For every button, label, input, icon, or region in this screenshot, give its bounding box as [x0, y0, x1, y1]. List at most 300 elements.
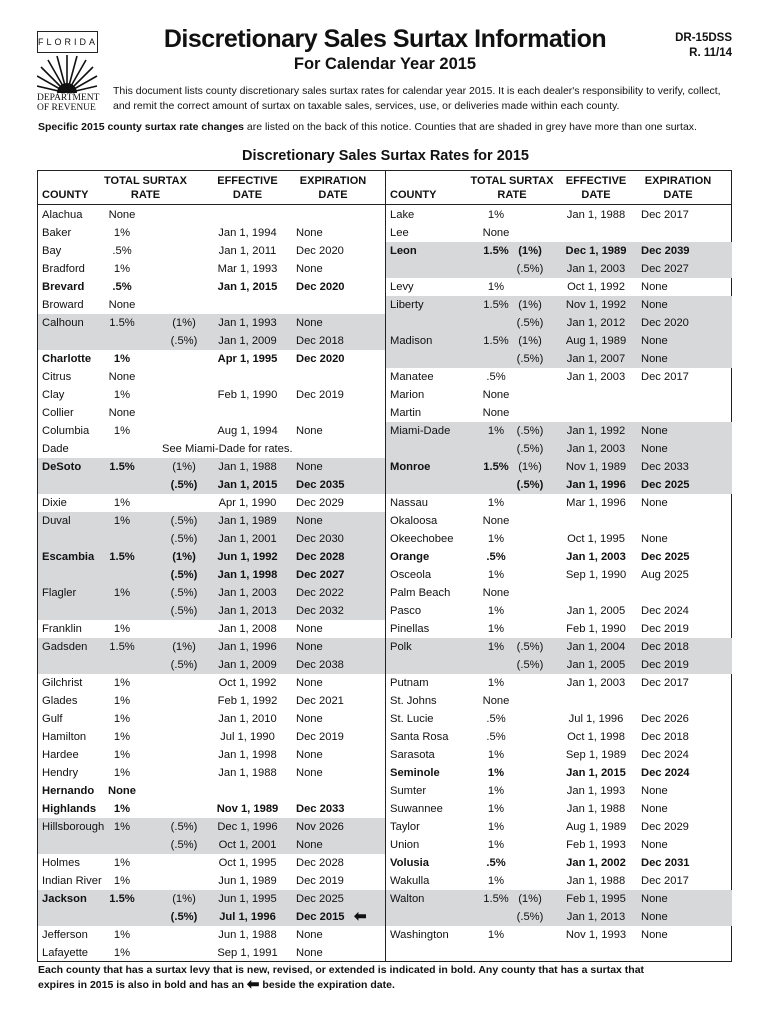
table-row — [38, 224, 385, 242]
total-rate: 1% — [487, 785, 505, 797]
effective-date: Jan 1, 1988 — [566, 803, 626, 815]
expiration-date: None — [296, 947, 323, 959]
expiration-date: None — [296, 929, 323, 941]
left-header-expiration — [290, 174, 376, 202]
table-row — [386, 764, 732, 782]
table-row — [38, 422, 385, 440]
logo-dept-line1: DEPARTMENT — [37, 93, 100, 103]
total-rate: 1% — [113, 677, 131, 689]
total-rate: .5% — [486, 713, 506, 725]
component-rate: (.5%) — [170, 587, 198, 599]
table-row — [386, 584, 732, 602]
effective-date: Jan 1, 2012 — [566, 317, 626, 329]
effective-date: Jan 1, 2003 — [566, 443, 626, 455]
effective-date: Nov 1, 1992 — [565, 299, 627, 311]
effective-date: Jan 1, 2003 — [566, 677, 626, 689]
expiration-date: None — [296, 641, 323, 653]
effective-date: Feb 1, 1993 — [566, 839, 626, 851]
form-id — [675, 31, 732, 61]
component-rate: (.5%) — [516, 353, 544, 365]
county-name: Osceola — [390, 569, 432, 581]
effective-date: Sep 1, 1989 — [565, 749, 627, 761]
effective-date: Jan 1, 1998 — [218, 749, 277, 761]
county-name: Liberty — [390, 299, 424, 311]
county-name: Sumter — [390, 785, 427, 797]
county-name: Pasco — [390, 605, 422, 617]
effective-date: Feb 1, 1990 — [566, 623, 626, 635]
left-header-total-rate-line1: TOTAL SURTAX — [104, 175, 187, 187]
table-row — [386, 530, 732, 548]
effective-date: Jul 1, 1996 — [219, 911, 276, 923]
effective-date: Dec 1, 1989 — [565, 245, 627, 257]
table-row — [38, 512, 385, 530]
table-row — [38, 656, 385, 674]
total-rate: 1% — [487, 497, 505, 509]
table-row — [38, 728, 385, 746]
total-rate: 1% — [113, 947, 131, 959]
left-header-rule — [38, 204, 385, 205]
table-row — [386, 602, 732, 620]
effective-date: Jul 1, 1990 — [220, 731, 275, 743]
effective-date: Aug 1, 1989 — [565, 821, 627, 833]
left-header-effective — [204, 174, 291, 202]
effective-date: Mar 1, 1996 — [566, 497, 626, 509]
effective-date: Jan 1, 1988 — [566, 209, 626, 221]
county-name: Volusia — [390, 857, 429, 869]
expiration-date: None — [296, 677, 323, 689]
right-header-expiration-line2: DATE — [663, 189, 693, 201]
expiration-date: None — [641, 281, 668, 293]
total-rate: 1.5% — [483, 245, 509, 257]
expiration-date: Dec 2025 — [296, 893, 344, 905]
component-rate: (.5%) — [516, 443, 544, 455]
table-row — [38, 296, 385, 314]
right-header-effective-line1: EFFECTIVE — [565, 175, 627, 187]
total-rate: .5% — [112, 245, 132, 257]
effective-date: Oct 1, 1992 — [567, 281, 625, 293]
row-note: See Miami-Dade for rates. — [162, 443, 293, 455]
county-name: DeSoto — [42, 461, 82, 473]
expiration-date: Dec 2020 — [296, 281, 345, 293]
county-name: Sarasota — [390, 749, 435, 761]
effective-date: Feb 1, 1995 — [566, 893, 626, 905]
county-name: Marion — [390, 389, 425, 401]
total-rate: 1% — [113, 515, 131, 527]
county-name: Hernando — [42, 785, 95, 797]
dor-logo — [37, 31, 98, 117]
effective-date: Jan 1, 2013 — [566, 911, 626, 923]
table-row — [386, 548, 732, 566]
expiration-date: None — [296, 623, 323, 635]
expiration-date: Dec 2027 — [641, 263, 689, 275]
expiration-date: None — [296, 461, 323, 473]
expiration-date: Dec 2022 — [296, 587, 344, 599]
total-rate: 1% — [113, 857, 131, 869]
county-name: Hamilton — [42, 731, 87, 743]
component-rate: (1%) — [172, 641, 196, 653]
table-row — [38, 602, 385, 620]
effective-date: Mar 1, 1993 — [217, 263, 278, 275]
table-row — [386, 296, 732, 314]
table-row — [38, 494, 385, 512]
total-rate: 1% — [487, 839, 505, 851]
table-row — [38, 404, 385, 422]
county-name: Highlands — [42, 803, 97, 815]
effective-date: Jan 1, 2005 — [566, 605, 626, 617]
total-rate: 1% — [487, 749, 505, 761]
effective-date: Feb 1, 1990 — [217, 389, 278, 401]
component-rate: (.5%) — [170, 515, 198, 527]
table-row — [386, 566, 732, 584]
total-rate: None — [108, 407, 136, 419]
expiration-date: Dec 2031 — [641, 857, 690, 869]
total-rate: None — [482, 227, 510, 239]
effective-date: Jun 1, 1989 — [218, 875, 277, 887]
table-row — [38, 872, 385, 890]
county-name: Manatee — [390, 371, 434, 383]
component-rate: (.5%) — [516, 641, 544, 653]
effective-date: Jun 1, 1992 — [217, 551, 278, 563]
expiration-date: Dec 2035 — [296, 479, 345, 491]
county-name: Citrus — [42, 371, 72, 383]
effective-date: Jan 1, 2011 — [218, 245, 277, 257]
effective-date: Jun 1, 1988 — [218, 929, 277, 941]
total-rate: 1% — [487, 569, 505, 581]
county-name: St. Johns — [390, 695, 437, 707]
total-rate: None — [482, 695, 510, 707]
county-name: Levy — [390, 281, 414, 293]
effective-date: Jan 1, 1996 — [566, 479, 626, 491]
effective-date: Jan 1, 2003 — [566, 551, 626, 563]
county-name: Pinellas — [390, 623, 430, 635]
left-header-total-rate-line2: RATE — [130, 189, 161, 201]
total-rate: 1% — [487, 929, 505, 941]
effective-date: Dec 1, 1996 — [217, 821, 278, 833]
component-rate: (.5%) — [170, 533, 198, 545]
county-name: Dade — [42, 443, 69, 455]
component-rate: (.5%) — [170, 479, 198, 491]
expiration-date: None — [641, 839, 668, 851]
expiration-date: Dec 2028 — [296, 551, 345, 563]
county-name: Franklin — [42, 623, 82, 635]
county-name: Baker — [42, 227, 72, 239]
table-row — [38, 584, 385, 602]
component-rate: (.5%) — [170, 335, 198, 347]
table-row — [386, 692, 732, 710]
effective-date: Oct 1, 1992 — [218, 677, 277, 689]
table-row — [386, 458, 732, 476]
total-rate: None — [482, 389, 510, 401]
left-header-expiration-line2: DATE — [318, 189, 348, 201]
total-rate: 1% — [113, 767, 131, 779]
expiration-date: Dec 2020 — [641, 317, 689, 329]
table-row — [38, 278, 385, 296]
county-name: Dixie — [42, 497, 67, 509]
effective-date: Sep 1, 1990 — [565, 569, 627, 581]
component-rate: (.5%) — [516, 425, 544, 437]
sun-icon — [37, 53, 98, 93]
logo-dept-line2: OF REVENUE — [37, 103, 96, 113]
effective-date: Jan 1, 2009 — [218, 335, 277, 347]
total-rate: 1% — [113, 389, 131, 401]
total-rate: 1% — [113, 821, 131, 833]
expiration-date: Dec 2024 — [641, 749, 689, 761]
changes-note — [38, 121, 738, 133]
county-name: Broward — [42, 299, 84, 311]
table-row — [38, 854, 385, 872]
left-arrow-icon: ⬅ — [246, 976, 260, 993]
table-row — [38, 764, 385, 782]
county-name: Columbia — [42, 425, 90, 437]
expiration-date: None — [641, 443, 668, 455]
total-rate: 1.5% — [483, 299, 509, 311]
table-row — [386, 944, 732, 962]
table-row — [386, 494, 732, 512]
expiration-date: Dec 2029 — [296, 497, 344, 509]
total-rate: .5% — [486, 731, 506, 743]
table-row — [386, 260, 732, 278]
total-rate: 1.5% — [483, 893, 509, 905]
total-rate: 1.5% — [109, 893, 135, 905]
changes-note-bold: Specific 2015 county surtax rate changes — [38, 121, 245, 133]
total-rate: .5% — [486, 371, 506, 383]
expiration-date: None — [296, 425, 323, 437]
expiration-date: Dec 2033 — [641, 461, 689, 473]
total-rate: None — [482, 515, 510, 527]
table-row — [386, 836, 732, 854]
left-header-expiration-line1: EXPIRATION — [299, 175, 367, 187]
table-row — [38, 890, 385, 908]
table-row — [38, 908, 385, 926]
effective-date: Jan 1, 2004 — [566, 641, 626, 653]
effective-date: Aug 1, 1989 — [565, 335, 627, 347]
expiration-date: None — [296, 263, 323, 275]
expiration-date: None — [296, 749, 323, 761]
effective-date: Jan 1, 2003 — [566, 263, 626, 275]
effective-date: Oct 1, 1998 — [567, 731, 625, 743]
county-name: Duval — [42, 515, 71, 527]
intro-paragraph: This document lists county discretionary sales surtax rates for calendar year 2015. It is each dealer's responsibility to verify, collect, and remit the correct amount of surtax on taxable sales, services, use, or deliveries made within each county. — [113, 85, 721, 112]
effective-date: Oct 1, 2001 — [218, 839, 277, 851]
effective-date: Jan 1, 1992 — [566, 425, 626, 437]
county-name: Polk — [390, 641, 412, 653]
county-name: Indian River — [42, 875, 102, 887]
table-row — [38, 530, 385, 548]
expiration-date: None — [296, 767, 323, 779]
county-name: Gilchrist — [42, 677, 83, 689]
effective-date: Jan 1, 2003 — [566, 371, 626, 383]
table-row — [386, 854, 732, 872]
effective-date: Jan 1, 2010 — [218, 713, 277, 725]
total-rate: 1% — [113, 497, 131, 509]
total-rate: 1% — [113, 587, 131, 599]
expiration-date: None — [296, 317, 323, 329]
expiration-date: None — [641, 911, 668, 923]
effective-date: Jan 1, 1988 — [218, 767, 277, 779]
county-name: Washington — [390, 929, 449, 941]
total-rate: 1% — [487, 641, 505, 653]
expiration-date: Dec 2030 — [296, 533, 344, 545]
county-name: Holmes — [42, 857, 80, 869]
total-rate: 1.5% — [483, 461, 509, 473]
expiration-date: Dec 2025 — [641, 551, 690, 563]
right-header-expiration-line1: EXPIRATION — [644, 175, 712, 187]
table-row — [386, 890, 732, 908]
table-row — [38, 242, 385, 260]
total-rate: 1% — [113, 425, 131, 437]
table-row — [386, 638, 732, 656]
total-rate: 1% — [487, 803, 505, 815]
table-row — [386, 872, 732, 890]
effective-date: Oct 1, 1995 — [218, 857, 277, 869]
total-rate: None — [108, 209, 136, 221]
county-name: Escambia — [42, 551, 95, 563]
left-header-effective-line2: DATE — [232, 189, 263, 201]
expiration-date: Dec 2017 — [641, 209, 689, 221]
expiration-date: None — [641, 299, 668, 311]
county-name: Putnam — [390, 677, 429, 689]
effective-date: Apr 1, 1990 — [218, 497, 277, 509]
right-header-total-rate-line2: RATE — [497, 189, 527, 201]
total-rate: 1.5% — [109, 641, 135, 653]
table-row — [386, 422, 732, 440]
total-rate: 1% — [113, 353, 131, 365]
county-name: Orange — [390, 551, 430, 563]
expiration-date: Dec 2021 — [296, 695, 344, 707]
county-name: Alachua — [42, 209, 83, 221]
component-rate: (1%) — [518, 893, 542, 905]
county-name: Brevard — [42, 281, 85, 293]
left-header-effective-line1: EFFECTIVE — [217, 175, 278, 187]
expiration-date: Dec 2032 — [296, 605, 344, 617]
total-rate: 1% — [487, 533, 505, 545]
component-rate: (.5%) — [516, 317, 544, 329]
total-rate: .5% — [112, 281, 132, 293]
effective-date: Aug 1, 1994 — [217, 425, 278, 437]
total-rate: 1% — [113, 731, 131, 743]
county-name: Martin — [390, 407, 422, 419]
table-row — [386, 674, 732, 692]
effective-date: Jan 1, 1989 — [218, 515, 277, 527]
effective-date: Jan 1, 2015 — [217, 281, 278, 293]
county-name: Palm Beach — [390, 587, 451, 599]
effective-date: Jan 1, 1996 — [218, 641, 277, 653]
component-rate: (.5%) — [170, 605, 198, 617]
county-name: Leon — [390, 245, 417, 257]
table-row — [38, 548, 385, 566]
table-row — [386, 656, 732, 674]
county-name: Lake — [390, 209, 415, 221]
expiration-date: Nov 2026 — [296, 821, 344, 833]
effective-date: Jan 1, 2013 — [218, 605, 277, 617]
expiration-date: Dec 2017 — [641, 875, 689, 887]
county-name: Miami-Dade — [390, 425, 451, 437]
component-rate: (1%) — [518, 245, 542, 257]
component-rate: (1%) — [518, 335, 542, 347]
county-name: Bradford — [42, 263, 85, 275]
effective-date: Apr 1, 1995 — [217, 353, 278, 365]
total-rate: 1% — [113, 713, 131, 725]
expiration-date: None — [641, 893, 668, 905]
table-row — [386, 800, 732, 818]
table-row — [38, 746, 385, 764]
total-rate: 1% — [487, 767, 505, 779]
table-row — [38, 836, 385, 854]
total-rate: None — [482, 407, 510, 419]
effective-date: Jan 1, 1998 — [217, 569, 278, 581]
county-name: Lafayette — [42, 947, 89, 959]
county-name: Okeechobee — [390, 533, 454, 545]
county-name: Gulf — [42, 713, 63, 725]
county-name: Wakulla — [390, 875, 430, 887]
footer-line2 — [38, 978, 738, 993]
county-name: Madison — [390, 335, 433, 347]
total-rate: 1% — [487, 875, 505, 887]
total-rate: 1% — [487, 281, 505, 293]
table-row — [38, 782, 385, 800]
county-name: Collier — [42, 407, 74, 419]
total-rate: .5% — [486, 551, 506, 563]
total-rate: 1% — [113, 263, 131, 275]
left-header-total-rate — [88, 174, 203, 202]
effective-date: Nov 1, 1993 — [565, 929, 627, 941]
county-name: Clay — [42, 389, 65, 401]
expiration-date: Dec 2017 — [641, 677, 689, 689]
total-rate: None — [108, 371, 136, 383]
county-name: Monroe — [390, 461, 431, 473]
county-name: Hillsborough — [42, 821, 105, 833]
table-row — [386, 512, 732, 530]
county-name: Glades — [42, 695, 78, 707]
table-row — [38, 800, 385, 818]
total-rate: 1% — [113, 749, 131, 761]
county-name: Taylor — [390, 821, 420, 833]
total-rate: 1% — [487, 623, 505, 635]
expiration-date: Dec 2019 — [296, 731, 344, 743]
expiring-arrow-icon: ⬅ — [354, 908, 367, 925]
county-name: Okaloosa — [390, 515, 438, 527]
component-rate: (.5%) — [516, 263, 544, 275]
total-rate: 1% — [113, 803, 131, 815]
effective-date: Jan 1, 2005 — [566, 659, 626, 671]
expiration-date: None — [296, 515, 323, 527]
total-rate: 1% — [113, 227, 131, 239]
expiration-date: Dec 2025 — [641, 479, 690, 491]
component-rate: (.5%) — [170, 659, 198, 671]
table-title: Discretionary Sales Surtax Rates for 2015 — [242, 148, 529, 164]
table-row — [38, 332, 385, 350]
effective-date: Jan 1, 2003 — [218, 587, 277, 599]
table-row — [386, 818, 732, 836]
expiration-date: Dec 2029 — [641, 821, 689, 833]
component-rate: (.5%) — [170, 911, 198, 923]
component-rate: (1%) — [172, 551, 196, 563]
right-header-total-rate-line1: TOTAL SURTAX — [470, 175, 554, 187]
expiration-date: Dec 2017 — [641, 371, 689, 383]
county-name: Union — [390, 839, 420, 851]
table-row — [386, 620, 732, 638]
effective-date: Nov 1, 1989 — [216, 803, 279, 815]
footer-line2-a: expires in 2015 is also in bold and has an — [38, 979, 244, 991]
table-row — [386, 206, 732, 224]
component-rate: (.5%) — [170, 839, 198, 851]
total-rate: 1% — [487, 821, 505, 833]
effective-date: Jan 1, 2009 — [218, 659, 277, 671]
table-row — [386, 476, 732, 494]
effective-date: Nov 1, 1989 — [565, 461, 627, 473]
county-name: St. Lucie — [390, 713, 434, 725]
county-name: Bay — [42, 245, 62, 257]
